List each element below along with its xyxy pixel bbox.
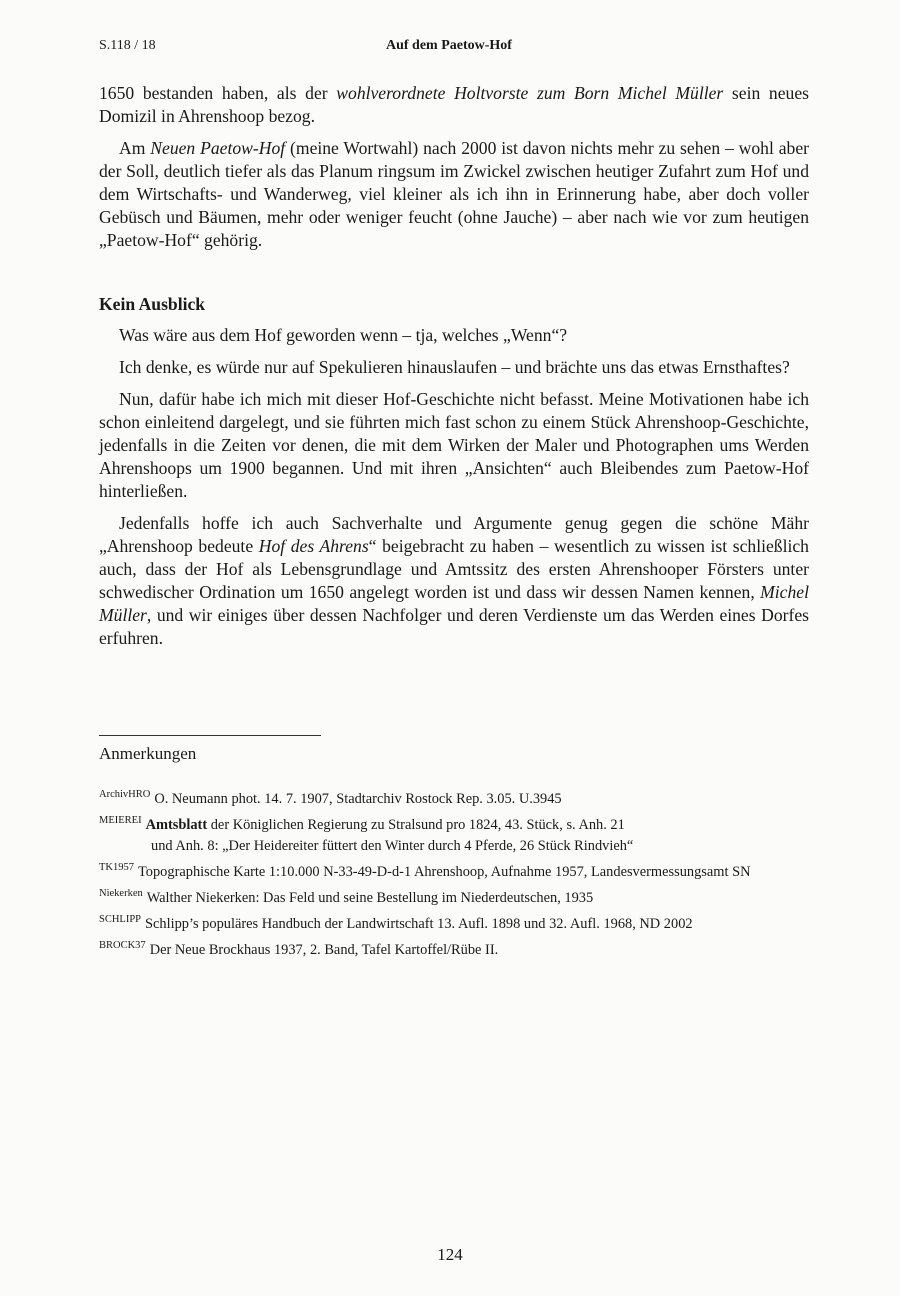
note-tag: SCHLIPP bbox=[99, 914, 142, 925]
text-run: Jedenfalls hoffe ich auch Sachverhalte und Argumente genug gegen die schöne Mähr „Ahrenshoop bedeute bbox=[99, 513, 809, 556]
note-line bbox=[99, 935, 809, 961]
text-run: , und wir einiges über dessen Nachfolger und deren Verdienste um das Werden eines Dorfes erfuhren. bbox=[99, 605, 809, 648]
note-item bbox=[99, 935, 809, 961]
note-text: Walther Niekerken: Das Feld und seine Bestellung im Niederdeutschen, 1935 bbox=[146, 890, 594, 906]
text-run: 1650 bestanden haben, als der bbox=[99, 83, 337, 103]
note-tag: ArchivHRO bbox=[99, 789, 151, 800]
text-run: Was wäre aus dem Hof geworden wenn – tja, welches „Wenn“? bbox=[119, 325, 568, 345]
text-run: Am bbox=[119, 138, 151, 158]
note-line bbox=[99, 857, 809, 883]
note-tag: TK1957 bbox=[99, 862, 134, 873]
note-item bbox=[99, 883, 809, 909]
note-continuation: und Anh. 8: „Der Heidereiter füttert den Winter durch 4 Pferde, 26 Stück Rindvieh“ bbox=[151, 838, 634, 854]
italic-text: Hof des Ahrens bbox=[258, 536, 369, 556]
note-text: Topographische Karte 1:10.000 N-33-49-D-d-1 Ahrenshoop, Aufnahme 1957, Landesvermessungsamt SN bbox=[138, 864, 751, 880]
page-reference: S.118 / 18 bbox=[99, 38, 156, 53]
notes-list bbox=[99, 784, 809, 961]
note-line bbox=[99, 810, 809, 836]
running-title: Auf dem Paetow-Hof bbox=[386, 38, 512, 53]
note-text: der Königlichen Regierung zu Stralsund pro 1824, 43. Stück, s. Anh. 21 bbox=[207, 817, 625, 833]
text-run: Ich denke, es würde nur auf Spekulieren hinauslaufen – und brächte uns das etwas Ernsthaftes? bbox=[119, 357, 790, 377]
italic-text: wohlverordnete Holtvorste zum Born Michel Müller bbox=[336, 83, 724, 103]
text-run: “ beigebracht zu haben – wesentlich zu wissen ist schließlich auch, dass der Hof als Lebensgrundlage und Amtssitz des ersten Ahrenshooper Försters unter schwedischer Ordination um 1650 angelegt worden ist und dass wir dessen Namen kennen, bbox=[99, 536, 809, 602]
italic-text: Neuen Paetow-Hof bbox=[150, 138, 286, 158]
paragraph bbox=[99, 324, 809, 347]
section-heading: Kein Ausblick bbox=[99, 294, 206, 314]
notes-heading: Anmerkungen bbox=[99, 744, 197, 763]
page-number: 124 bbox=[437, 1245, 463, 1264]
paragraph bbox=[99, 388, 809, 503]
note-tag: MEIEREI bbox=[99, 815, 142, 826]
paragraph bbox=[99, 82, 809, 128]
note-text: Der Neue Brockhaus 1937, 2. Band, Tafel Kartoffel/Rübe II. bbox=[149, 942, 499, 958]
footnote-divider bbox=[99, 735, 321, 736]
section-kein-ausblick bbox=[99, 293, 809, 659]
note-item bbox=[99, 857, 809, 883]
note-line bbox=[99, 909, 809, 935]
text-run: sein neues Domizil in Ahrenshoop bezog. bbox=[99, 83, 809, 126]
paragraph bbox=[99, 356, 809, 379]
note-tag: Niekerken bbox=[99, 888, 143, 899]
note-item bbox=[99, 909, 809, 935]
text-run: Nun, dafür habe ich mich mit dieser Hof-Geschichte nicht befasst. Meine Motivationen habe ich schon einleitend dargelegt, und sie führten mich fast schon zu einem Stück Ahrenshoop-Geschichte, jedenfalls in die Zeiten vor denen, die mit dem Wirken der Maler und Photographen ums Werden Ahrenshoops um 1900 begannen. Und mit ihren „Ansichten“ auch Bleibendes zum Paetow-Hof hinterließen. bbox=[99, 389, 809, 501]
note-bold-title: Amtsblatt bbox=[145, 817, 208, 833]
intro-text-block bbox=[99, 82, 809, 261]
note-line bbox=[99, 883, 809, 909]
italic-text: Michel Müller bbox=[99, 582, 809, 625]
text-run: (meine Wortwahl) nach 2000 ist davon nichts mehr zu sehen – wohl aber der Soll, deutlich tiefer als das Planum ringsum im Zwickel zwischen heutiger Zufahrt zum Hof und dem Wirtschafts- und Wanderweg, viel kleiner als ich ihn in Erinnerung habe, aber doch voller Gebüsch und Bäumen, mehr oder weniger feucht (ohne Jauche) – aber nach wie vor zum heutigen „Paetow-Hof“ gehörig. bbox=[99, 138, 810, 250]
note-line bbox=[99, 784, 809, 810]
paragraph bbox=[99, 137, 809, 252]
note-text: O. Neumann phot. 14. 7. 1907, Stadtarchiv Rostock Rep. 3.05. U.3945 bbox=[154, 791, 562, 807]
note-tag: BROCK37 bbox=[99, 940, 146, 951]
paragraph bbox=[99, 512, 809, 650]
note-item bbox=[99, 810, 809, 857]
note-item bbox=[99, 784, 809, 810]
note-text: Schlipp’s populäres Handbuch der Landwirtschaft 13. Aufl. 1898 und 32. Aufl. 1968, ND 2002 bbox=[145, 916, 693, 932]
